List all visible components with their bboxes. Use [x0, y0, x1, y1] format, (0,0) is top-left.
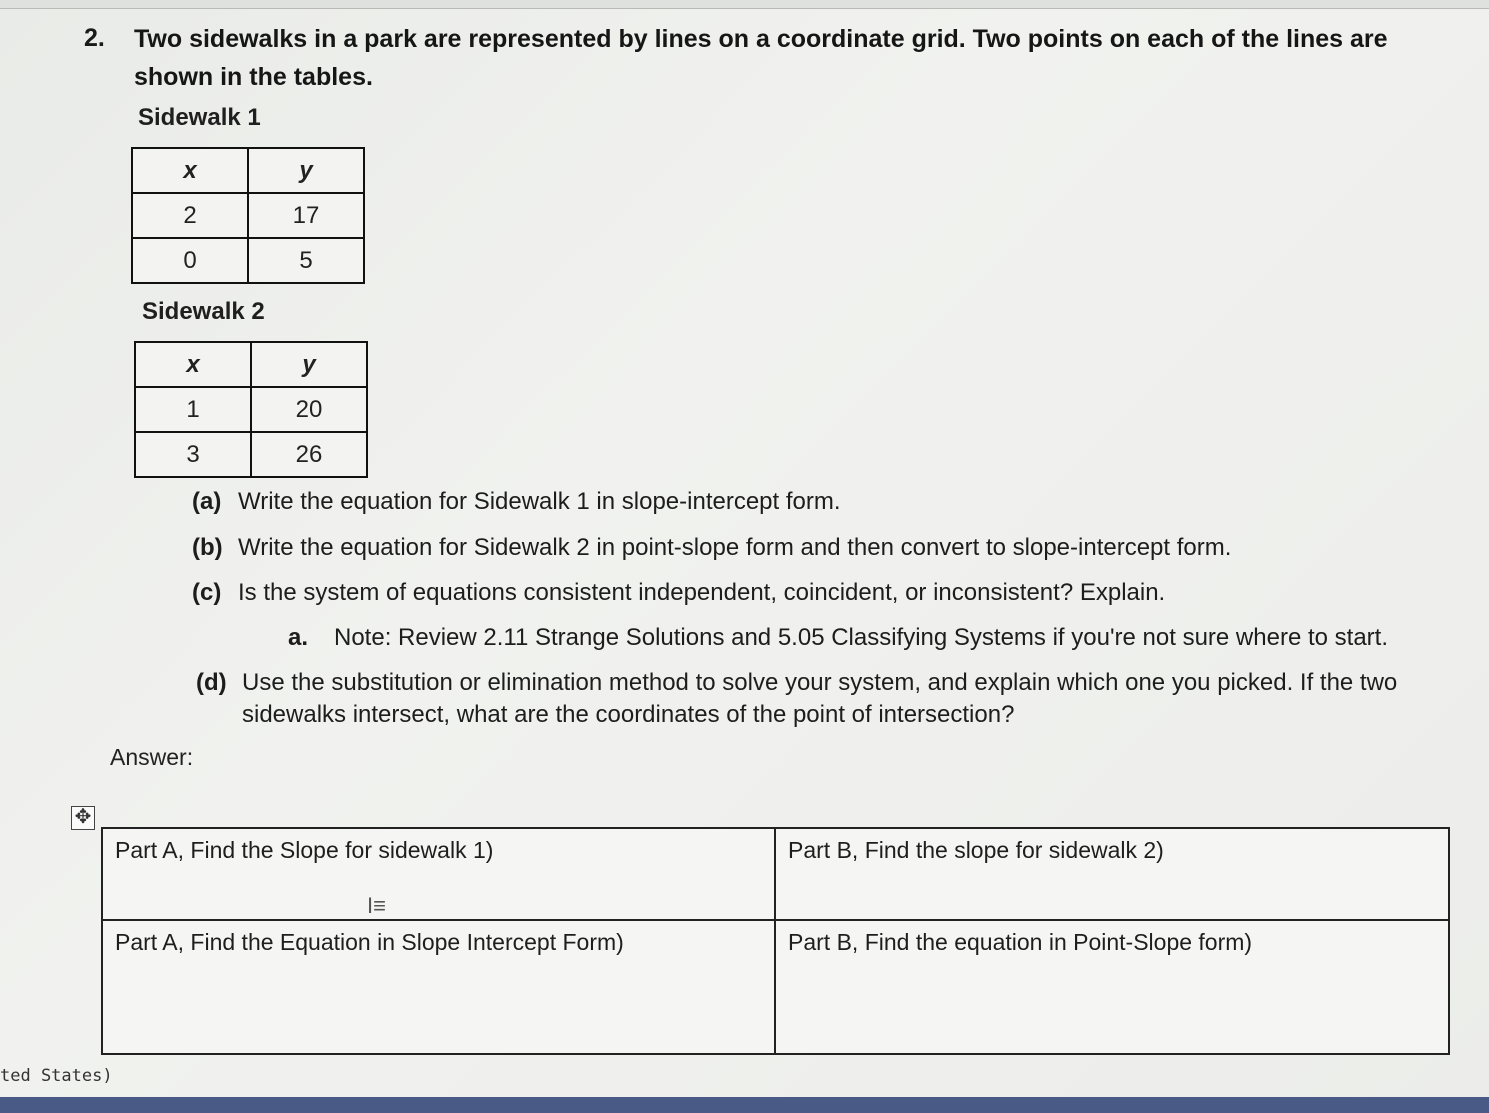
table-cell[interactable]: 1 [135, 387, 251, 432]
part-letter: (d) [196, 669, 227, 696]
table-cell[interactable]: 26 [251, 432, 367, 477]
sidewalk2-table[interactable] [134, 341, 368, 478]
question-number: 2. [84, 24, 105, 52]
answer-cell-part-b-slope[interactable]: Part B, Find the slope for sidewalk 2) [775, 828, 1449, 920]
answer-cell-part-b-equation[interactable]: Part B, Find the equation in Point-Slope form) [775, 920, 1449, 1054]
part-b [192, 534, 1231, 562]
table-row [132, 238, 364, 283]
part-c-note [288, 624, 1388, 652]
table-header-x[interactable]: x [135, 342, 251, 387]
sidewalk1-label: Sidewalk 1 [138, 104, 261, 131]
sidewalk1-table[interactable] [131, 147, 365, 284]
part-letter: (b) [192, 534, 223, 561]
table-header-row [135, 342, 367, 387]
move-handle-icon[interactable]: ✥ [71, 806, 95, 830]
status-bar-language: ted States) [0, 1066, 113, 1086]
part-letter: a. [288, 624, 309, 651]
table-cell[interactable]: 2 [132, 193, 248, 238]
table-cell[interactable]: 3 [135, 432, 251, 477]
text-cursor-icon: I≡ [367, 893, 386, 918]
sidewalk2-label: Sidewalk 2 [142, 298, 265, 325]
part-letter: (a) [192, 488, 222, 515]
part-text: Note: Review 2.11 Strange Solutions and 5.05 Classifying Systems if you're not sure where to start. [334, 624, 1388, 651]
table-cell[interactable]: 20 [251, 387, 367, 432]
table-row [102, 920, 1449, 1054]
table-row [102, 828, 1449, 920]
table-cell[interactable]: 0 [132, 238, 248, 283]
part-a [192, 488, 841, 516]
part-letter: (c) [192, 579, 222, 606]
table-header-y[interactable]: y [251, 342, 367, 387]
table-cell[interactable]: 5 [248, 238, 364, 283]
part-text: Use the substitution or elimination method to solve your system, and explain which one you picked. If the two sidewalks intersect, what are the coordinates of the point of intersection? [242, 669, 1398, 728]
table-cell[interactable]: 17 [248, 193, 364, 238]
question-text: Two sidewalks in a park are represented by lines on a coordinate grid. Two points on each of the lines are shown in the tables. [134, 25, 1388, 91]
answer-label: Answer: [110, 744, 194, 770]
table-header-x[interactable]: x [132, 148, 248, 193]
document-top-edge [0, 0, 1489, 9]
part-text: Write the equation for Sidewalk 1 in slope-intercept form. [238, 488, 841, 515]
part-text: Is the system of equations consistent independent, coincident, or inconsistent? Explain. [238, 579, 1166, 606]
table-row [135, 432, 367, 477]
answer-cell-part-a-equation[interactable]: Part A, Find the Equation in Slope Intercept Form) [102, 920, 775, 1054]
table-row [135, 387, 367, 432]
answer-table[interactable] [101, 827, 1450, 1055]
answer-cell-part-a-slope[interactable]: Part A, Find the Slope for sidewalk 1) [102, 828, 775, 920]
taskbar-edge [0, 1097, 1489, 1113]
part-text: Write the equation for Sidewalk 2 in point-slope form and then convert to slope-intercept form. [238, 534, 1232, 561]
table-header-row [132, 148, 364, 193]
part-c [192, 579, 1165, 607]
part-d [196, 667, 1466, 731]
table-row [132, 193, 364, 238]
table-header-y[interactable]: y [248, 148, 364, 193]
